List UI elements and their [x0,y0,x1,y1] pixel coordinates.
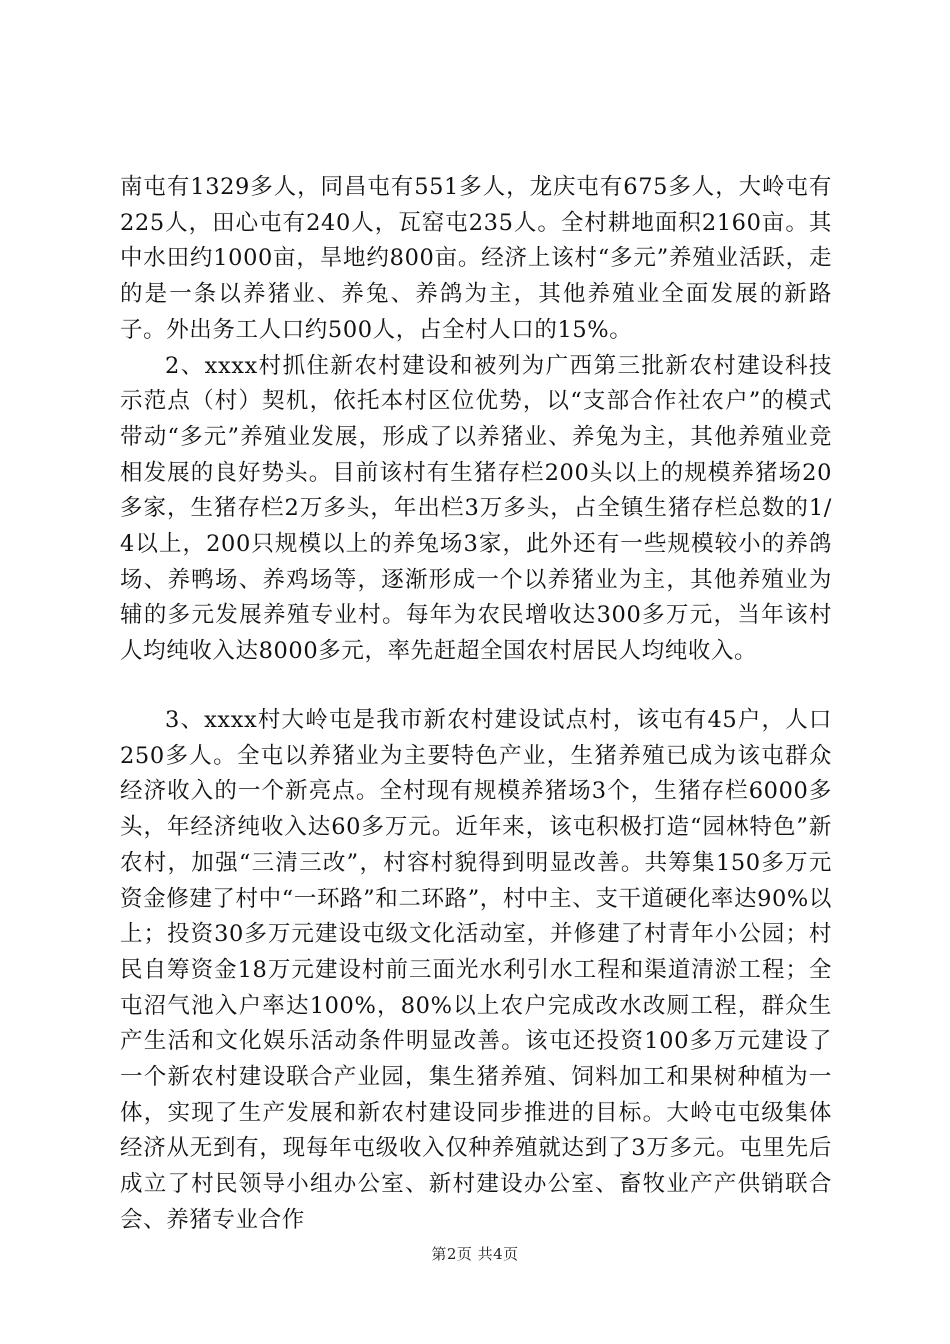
paragraph-population-continued: 南屯有1329多人，同昌屯有551多人，龙庆屯有675多人，大岭屯有225人，田心屯有240人，瓦窑屯235人。全村耕地面积2160亩。其中水田约1000亩，旱地约800亩。经济上该村“多元”养殖业活跃，走的是一条以养猪业、养兔、养鸽为主，其他养殖业全面发展的新路子。外出务工人口约500人，占全村人口的15%。 [120,174,832,343]
page-number-footer: 第2页 共4页 [431,1245,519,1263]
body-text-upper [120,170,832,670]
paragraph-2-breeding-industry: 2、xxxx村抓住新农村建设和被列为广西第三批新农村建设科技示范点（村）契机，依托本村区位优势，以“支部合作社农户”的模式带动“多元”养殖业发展，形成了以养猪业、养兔为主，其他养殖业竞相发展的良好势头。目前该村有生猪存栏200头以上的规模养猪场20多家，生猪存栏2万多头，年出栏3万多头，占全镇生猪存栏总数的1/4以上，200只规模以上的养兔场3家，此外还有一些规模较小的养鸽场、养鸭场、养鸡场等，逐渐形成一个以养猪业为主，其他养殖业为辅的多元发展养殖专业村。每年为农民增收达300多万元，当年该村人均纯收入达8000多元，率先赶超全国农村居民人均纯收入。 [120,352,832,665]
body-text-lower [120,703,832,1239]
paragraph-3-daling-village: 3、xxxx村大岭屯是我市新农村建设试点村，该屯有45户，人口250多人。全屯以养猪业为主要特色产业，生猪养殖已成为该屯群众经济收入的一个新亮点。全村现有规模养猪场3个，生猪存栏6000多头，年经济纯收入达60多万元。近年来，该屯积极打造“园林特色”新农村，加强“三清三改”，村容村貌得到明显改善。共筹集150多万元资金修建了村中“一环路”和二环路”，村中主、支干道硬化率达90%以上；投资30多万元建设屯级文化活动室，并修建了村青年小公园；村民自筹资金18万元建设村前三面光水利引水工程和渠道清淤工程；全屯沼气池入户率达100%，80%以上农户完成改水改厕工程，群众生产生活和文化娱乐活动条件明显改善。该屯还投资100多万元建设了一个新农村建设联合产业园，集生猪养殖、饲料加工和果树种植为一体，实现了生产发展和新农村建设同步推进的目标。大岭屯屯级集体经济从无到有，现每年屯级收入仅种养殖就达到了3万多元。屯里先后成立了村民领导小组办公室、新村建设办公室、畜牧业产产供销联合会、养猪专业合作 [120,707,832,1233]
